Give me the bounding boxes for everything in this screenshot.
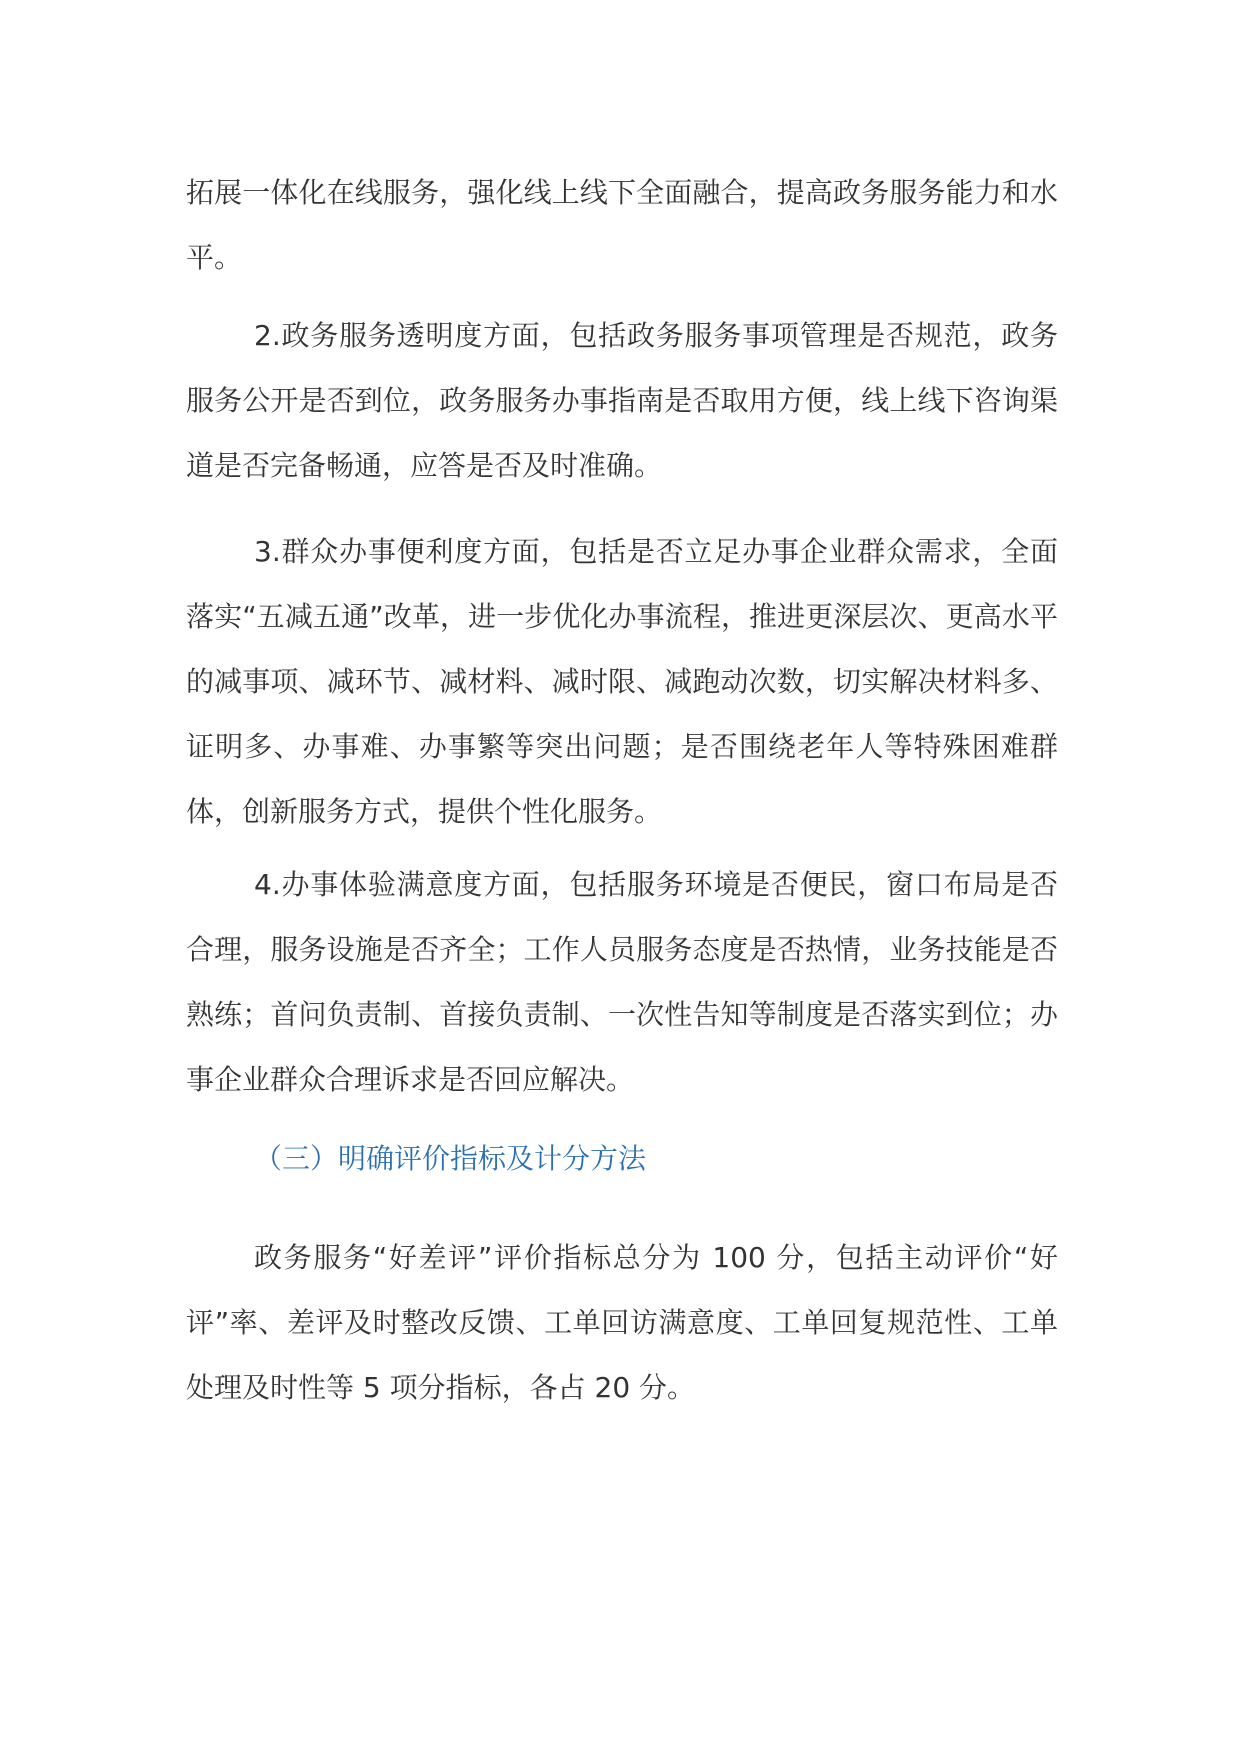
paragraph-convenience: 3.群众办事便利度方面，包括是否立足办事企业群众需求，全面落实“五减五通”改革，进一步优化办事流程，推进更深层次、更高水平的减事项、减环节、减材料、减时限、减跑动次数，切实解决材料多、证明多、办事难、办事繁等突出问题；是否围绕老年人等特殊困难群体，创新服务方式，提供个性化服务。 [186, 535, 1058, 828]
paragraph-satisfaction: 4.办事体验满意度方面，包括服务环境是否便民，窗口布局是否合理，服务设施是否齐全；工作人员服务态度是否热情，业务技能是否熟练；首问负责制、首接负责制、一次性告知等制度是否落实到位；办事企业群众合理诉求是否回应解决。 [186, 868, 1058, 1096]
paragraph-scoring: 政务服务“好差评”评价指标总分为 100 分，包括主动评价“好评”率、差评及时整改反馈、工单回访满意度、工单回复规范性、工单处理及时性等 5 项分指标，各占 20 分。 [186, 1241, 1058, 1404]
paragraph-continuation: 拓展一体化在线服务，强化线上线下全面融合，提高政务服务能力和水平。 [186, 176, 1058, 274]
paragraph-transparency: 2.政务服务透明度方面，包括政务服务事项管理是否规范，政务服务公开是否到位，政务服务办事指南是否取用方便，线上线下咨询渠道是否完备畅通，应答是否及时准确。 [186, 319, 1058, 482]
section-heading: （三）明确评价指标及计分方法 [254, 1142, 647, 1175]
